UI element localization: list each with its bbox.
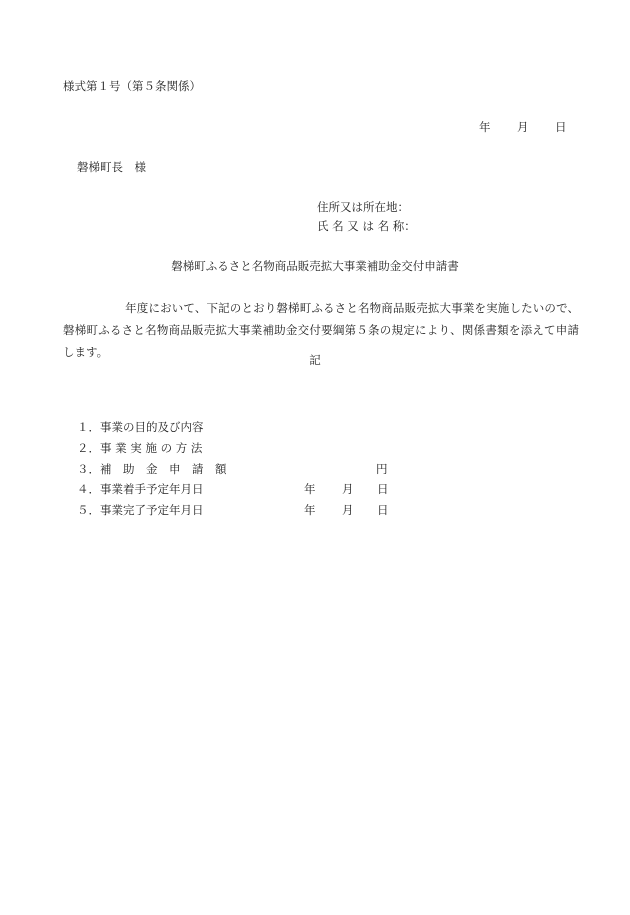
start-month-label: 月 — [342, 482, 354, 497]
list-item — [63, 462, 523, 483]
application-date — [479, 120, 567, 134]
form-label: 様式第１号（第５条関係） — [63, 79, 201, 93]
end-day-label: 日 — [377, 503, 389, 518]
item-number: ４． — [77, 482, 100, 497]
item-number: １． — [77, 420, 100, 434]
item-label: 事業着手予定年月日 — [100, 482, 204, 497]
item-number: ５． — [77, 503, 100, 518]
item-list — [63, 420, 523, 524]
list-item — [63, 503, 523, 524]
item-number: ３． — [77, 461, 100, 476]
yen-unit: 円 — [376, 461, 388, 476]
list-item — [63, 420, 523, 441]
date-day-label: 日 — [555, 120, 567, 134]
date-month-label: 月 — [517, 120, 529, 134]
name-label: 氏 名 又 は 名 称： — [317, 219, 416, 233]
item-label: 事 業 実 施 の 方 法 — [100, 440, 203, 455]
start-year-label: 年 — [304, 482, 316, 497]
document-title: 磐梯町ふるさと名物商品販売拡大事業補助金交付申請書 — [171, 259, 459, 273]
addressee: 磐梯町長 様 — [77, 160, 146, 174]
start-day-label: 日 — [377, 482, 389, 497]
ki-heading: 記 — [309, 353, 321, 367]
list-item — [63, 482, 523, 503]
body-text: 年度において、下記のとおり磐梯町ふるさと名物商品販売拡大事業を実施したいので、磐梯町ふるさと名物商品販売拡大事業補助金交付要綱第５条の規定により、関係書類を添えて申請します。 — [63, 301, 579, 359]
list-item — [63, 441, 523, 462]
item-label: 事業完了予定年月日 — [100, 503, 204, 518]
end-year-label: 年 — [304, 503, 316, 518]
item-label: 補 助 金 申 請 額 — [100, 461, 227, 476]
address-label: 住所又は所在地： — [317, 200, 409, 214]
item-label: 事業の目的及び内容 — [100, 420, 204, 434]
date-year-label: 年 — [479, 120, 491, 134]
applicant-block — [317, 198, 416, 236]
item-number: ２． — [77, 440, 100, 455]
end-month-label: 月 — [342, 503, 354, 518]
